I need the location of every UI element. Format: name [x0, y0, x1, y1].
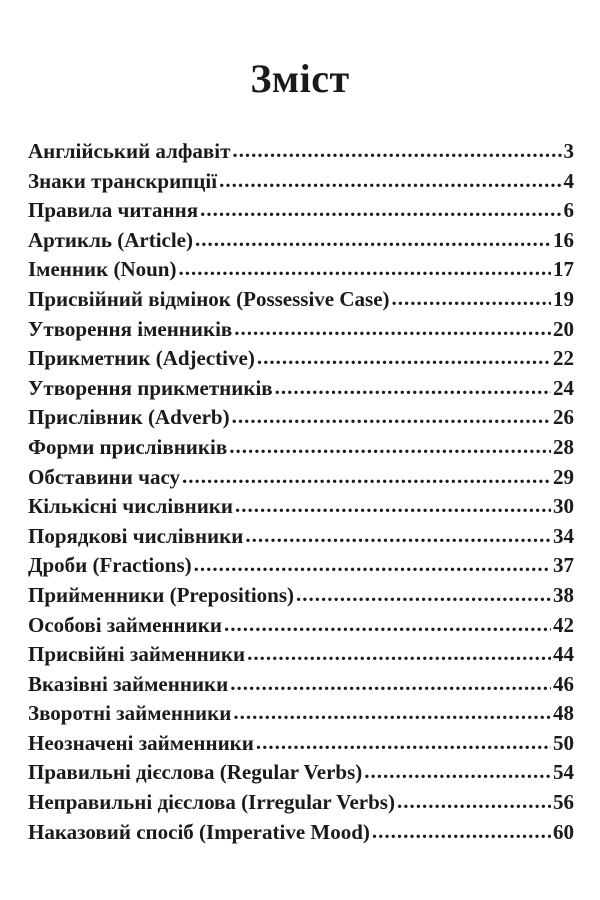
- toc-leader-dots: [256, 730, 551, 755]
- toc-entry-label: Прислівник (Adverb): [28, 405, 230, 430]
- toc-entry-label: Дроби (Fractions): [28, 553, 192, 578]
- toc-entry-label: Кількісні числівники: [28, 494, 234, 519]
- toc-entry: [28, 405, 574, 435]
- toc-leader-dots: [392, 286, 551, 311]
- toc-entry: [28, 465, 574, 495]
- toc-entry-label: Неправильні дієслова (Irregular Verbs): [28, 790, 395, 815]
- toc-entry-page-number: 30: [553, 494, 574, 519]
- toc-entry-label: Прийменники (Prepositions): [28, 582, 295, 607]
- toc-entry-label: Зворотні займенники: [28, 701, 232, 726]
- toc-entry-label: Наказовий спосіб (Imperative Mood): [28, 819, 370, 844]
- toc-leader-dots: [235, 493, 551, 518]
- toc-leader-dots: [257, 345, 551, 370]
- toc-entry-label: Артикль (Article): [28, 227, 193, 252]
- toc-entry: [28, 583, 574, 613]
- toc-leader-dots: [296, 582, 551, 607]
- toc-leader-dots: [232, 138, 561, 163]
- toc-leader-dots: [364, 759, 551, 784]
- toc-entry-label: Прикметник (Adjective): [28, 346, 255, 371]
- toc-entry-label: Правила читання: [28, 198, 199, 223]
- toc-leader-dots: [234, 316, 551, 341]
- toc-entry-page-number: 56: [553, 790, 574, 815]
- toc-leader-dots: [229, 434, 551, 459]
- toc-entry-page-number: 19: [553, 286, 574, 311]
- toc-entry-page-number: 17: [553, 257, 574, 282]
- toc-entry-page-number: 4: [563, 168, 574, 193]
- toc-leader-dots: [182, 464, 551, 489]
- toc-entry: [28, 553, 574, 583]
- toc-entry-page-number: 29: [553, 464, 574, 489]
- toc-leader-dots: [224, 612, 551, 637]
- toc-entry: [28, 287, 574, 317]
- toc-entry: [28, 613, 574, 643]
- toc-entry-label: Англійський алфавіт: [28, 139, 231, 163]
- toc-entry-page-number: 6: [563, 198, 574, 223]
- toc-entry-page-number: 34: [553, 523, 574, 548]
- toc-entry-page-number: 28: [553, 434, 574, 459]
- toc-entry-page-number: 48: [553, 701, 574, 726]
- toc-entry-label: Вказівні займенники: [28, 671, 229, 696]
- toc-leader-dots: [194, 552, 551, 577]
- toc-entry-label: Неозначені займенники: [28, 730, 254, 755]
- toc-entry-page-number: 60: [553, 819, 574, 844]
- toc-entry-label: Присвійні займенники: [28, 642, 246, 667]
- toc-entry-page-number: 22: [553, 346, 574, 371]
- toc-leader-dots: [232, 404, 551, 429]
- toc-entry-page-number: 46: [553, 671, 574, 696]
- toc-entry: [28, 524, 574, 554]
- toc-entry-page-number: 26: [553, 405, 574, 430]
- toc-leader-dots: [247, 641, 551, 666]
- toc-entry-label: Утворення прикметників: [28, 375, 273, 400]
- toc-entry-page-number: 50: [553, 730, 574, 755]
- toc-leader-dots: [245, 523, 551, 548]
- toc-leader-dots: [233, 700, 551, 725]
- toc-entry-label: Присвійний відмінок (Possessive Case): [28, 286, 390, 311]
- toc-entry-label: Правильні дієслова (Regular Verbs): [28, 760, 363, 785]
- toc-entry: [28, 642, 574, 672]
- toc-entry-label: Утворення іменників: [28, 316, 233, 341]
- toc-leader-dots: [200, 197, 561, 222]
- toc-entry-page-number: 24: [553, 375, 574, 400]
- toc-entry-page-number: 38: [553, 582, 574, 607]
- toc-entry: [28, 139, 574, 169]
- toc-entry-label: Іменник (Noun): [28, 257, 177, 282]
- toc-entry: [28, 198, 574, 228]
- toc-entry: [28, 494, 574, 524]
- toc-entry-label: Порядкові числівники: [28, 523, 244, 548]
- toc-entry: [28, 760, 574, 790]
- toc-leader-dots: [219, 168, 561, 193]
- toc-leader-dots: [230, 671, 551, 696]
- page-title: Зміст: [250, 55, 350, 101]
- toc-entry: [28, 317, 574, 347]
- toc-entry-label: Обставини часу: [28, 464, 181, 489]
- toc-entry-label: Знаки транскрипції: [28, 168, 218, 193]
- toc-leader-dots: [397, 789, 551, 814]
- toc-entry-page-number: 16: [553, 227, 574, 252]
- toc-leader-dots: [195, 227, 551, 252]
- toc-entry-page-number: 3: [563, 139, 574, 163]
- toc-entry-page-number: 42: [553, 612, 574, 637]
- toc-entry: [28, 701, 574, 731]
- toc-entry: [28, 228, 574, 258]
- toc-entry-page-number: 37: [553, 553, 574, 578]
- toc-entry-label: Особові займенники: [28, 612, 222, 637]
- toc-entry: [28, 169, 574, 199]
- toc-entry: [28, 257, 574, 287]
- toc-entry: [28, 731, 574, 761]
- toc-entry: [28, 346, 574, 376]
- toc-leader-dots: [372, 819, 551, 844]
- toc-entry-page-number: 54: [553, 760, 574, 785]
- toc-entry: [28, 672, 574, 702]
- toc-entry-page-number: 44: [553, 642, 574, 667]
- toc-leader-dots: [275, 375, 551, 400]
- toc-entry-label: Форми прислівників: [28, 434, 228, 459]
- toc-entry: [28, 435, 574, 465]
- toc-leader-dots: [178, 256, 551, 281]
- toc-entry: [28, 376, 574, 406]
- table-of-contents: [28, 139, 574, 849]
- toc-entry-page-number: 20: [553, 316, 574, 341]
- toc-entry: [28, 790, 574, 820]
- toc-entry: [28, 820, 574, 850]
